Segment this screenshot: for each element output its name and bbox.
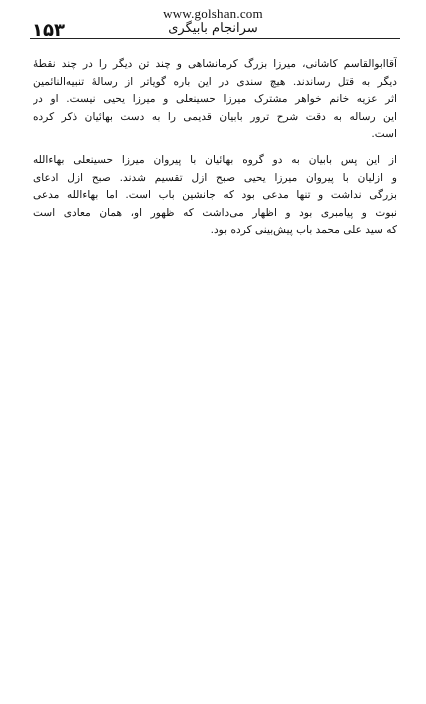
text-line: آقاابوالقاسم کاشانی، میرزا بزرگ کرمانشاهی و چند تن دیگر را در چند نقطهٔ	[33, 58, 397, 70]
text-line: از این پس بابیان به دو گروه بهائیان با پیروان میرزا حسینعلی بهاءالله	[33, 153, 397, 166]
page-number: ۱۵۳	[32, 20, 65, 41]
text-line: بزرگی نداشت و تنها مدعی بود که جانشین باب است. اما بهاءالله مدعی	[33, 189, 397, 202]
header-rule	[30, 38, 400, 39]
text-line: نبوت و پیامبری بود و اظهار می‌داشت که ظهور او، همان معادی است	[33, 206, 397, 219]
body-text	[33, 56, 397, 240]
paragraph-2	[33, 152, 397, 240]
text-line: این رساله به دقت شرح ترور بابیان قدیمی را به دست بهائیان ذکر کرده	[33, 110, 397, 123]
paragraph-spacer	[33, 144, 397, 152]
paragraph-1	[33, 56, 397, 144]
text-line: است.	[371, 128, 397, 141]
text-line: و ازلیان با پیروان میرزا یحیی صبح ازل تقسیم شدند. صبح ازل ادعای	[33, 171, 397, 184]
running-title: سرانجام بابیگری	[168, 21, 258, 36]
text-line: اثر عزیه خانم خواهر مشترک میرزا حسینعلی و میرزا یحیی نیست. او در	[33, 93, 397, 106]
text-line: که سید علی محمد باب پیش‌بینی کرده بود.	[210, 224, 397, 237]
text-line: دیگر به قتل رساندند. هیچ سندی در این باره گویاتر از رسالهٔ تنبیه‌النائمین	[33, 75, 397, 88]
site-url: www.golshan.com	[163, 6, 263, 21]
